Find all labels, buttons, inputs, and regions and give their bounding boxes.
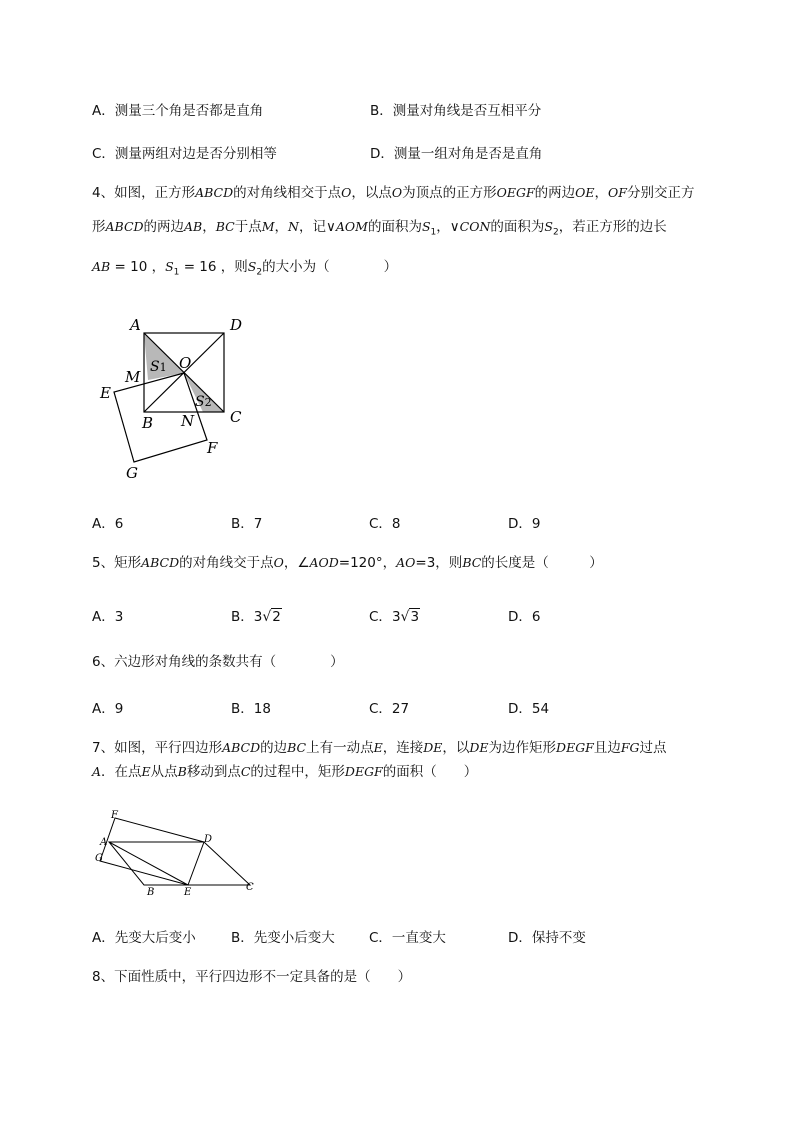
q3-option-c: C．测量两组对边是否分别相等 — [92, 146, 277, 162]
q4-label-c: C — [230, 408, 242, 426]
q4-label-s1: S1 — [150, 359, 167, 375]
q6-option-d: D．54 — [508, 701, 550, 717]
q7-label-c: C — [246, 882, 254, 893]
q4-stem-line1: 4、如图，正方形ABCD的对角线相交于点O，以点O为顶点的正方形OEGF的两边OE，OF分别交正方 — [92, 185, 695, 201]
q4-option-b: B．7 — [231, 516, 263, 532]
q6-option-a: A．9 — [92, 701, 124, 717]
q8-stem: 8、下面性质中，平行四边形不一定具备的是（ ） — [92, 969, 412, 985]
q7-rectangle-degf — [100, 818, 204, 885]
q7-parallelogram-figure — [92, 808, 262, 900]
q5-option-c: C．3√3 — [369, 609, 420, 625]
q7-label-g: G — [95, 853, 103, 864]
q6-stem: 6、六边形对角线的条数共有（ ） — [92, 654, 344, 670]
q4-stem-line3: AB = 10 ，$S_1 = 16$ ，则$S_2$的大小为（ ） — [92, 259, 398, 278]
q4-square-figure — [92, 310, 262, 490]
q4-label-n: N — [181, 412, 195, 430]
q7-stem-line2: A．在点E从点B移动到点C的过程中，矩形DEGF的面积（ ） — [92, 764, 478, 780]
q4-option-c: C．8 — [369, 516, 401, 532]
q6-option-c: C．27 — [369, 701, 410, 717]
q4-label-s2: S2 — [195, 394, 212, 410]
q3-option-d: D．测量一组对角是否是直角 — [370, 146, 543, 162]
q4-label-a: A — [130, 316, 141, 334]
q4-option-d: D．9 — [508, 516, 541, 532]
q7-label-f: F — [111, 810, 118, 821]
q7-parallelogram-abcd — [109, 842, 250, 885]
q4-label-d: D — [230, 316, 243, 334]
q7-label-e: E — [184, 887, 192, 898]
q6-option-b: B．18 — [231, 701, 271, 717]
q5-stem: 5、矩形ABCD的对角线交于点O，∠AOD=120°，AO=3，则BC的长度是（ ） — [92, 555, 603, 571]
q7-option-b: B．先变小后变大 — [231, 930, 335, 946]
q5-option-a: A．3 — [92, 609, 124, 625]
q7-label-a: A — [100, 837, 108, 848]
q4-label-o: O — [179, 354, 192, 372]
q4-label-g: G — [126, 464, 138, 482]
q7-option-c: C．一直变大 — [369, 930, 446, 946]
q5-option-d: D．6 — [508, 609, 541, 625]
q3-option-a: A．测量三个角是否都是直角 — [92, 103, 264, 119]
q3-option-b: B．测量对角线是否互相平分 — [370, 103, 542, 119]
q4-option-a: A．6 — [92, 516, 124, 532]
q7-label-d: D — [204, 834, 213, 845]
q4-label-f: F — [207, 439, 218, 457]
q7-option-a: A．先变大后变小 — [92, 930, 196, 946]
q7-label-b: B — [147, 887, 155, 898]
q5-option-b: B．3√2 — [231, 609, 281, 625]
q7-stem-line1: 7、如图，平行四边形ABCD的边BC上有一动点E，连接DE，以DE为边作矩形DEGF且边FG过点 — [92, 740, 667, 756]
q4-label-m: M — [125, 368, 141, 386]
q4-label-e: E — [100, 384, 111, 402]
q7-option-d: D．保持不变 — [508, 930, 586, 946]
q4-label-b: B — [142, 414, 154, 432]
q4-stem-line2: 形ABCD的两边AB，BC于点M，N，记∨AOM的面积为$S_1$，∨CON的面积为$S_2$，若正方形的边长 — [92, 219, 667, 238]
